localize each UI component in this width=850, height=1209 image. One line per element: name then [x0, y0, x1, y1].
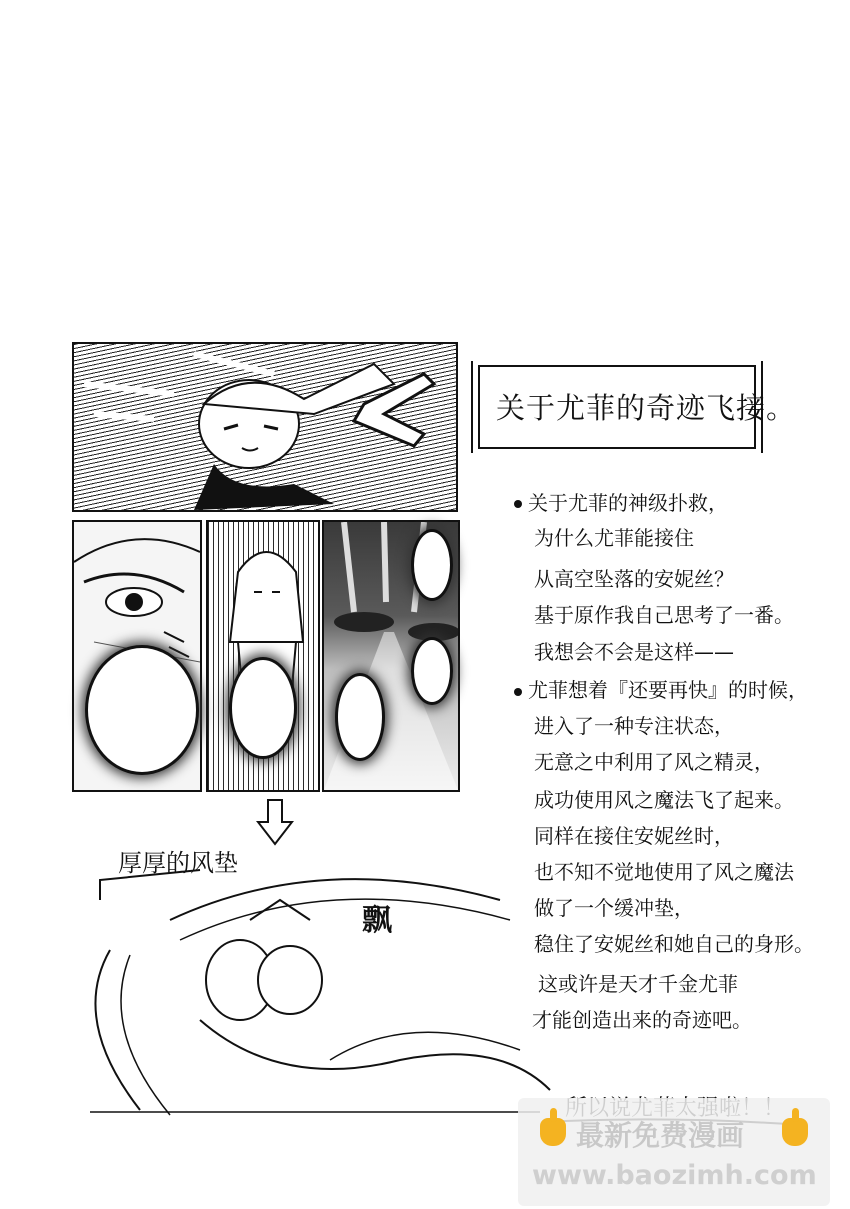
- note-line: 成功使用风之魔法飞了起来。: [534, 788, 794, 812]
- bullet-1: [514, 500, 522, 508]
- pointing-hand-icon: [782, 1118, 808, 1146]
- watermark-url[interactable]: www.baozimh.com: [532, 1160, 817, 1191]
- speech-bubble-3: [338, 676, 382, 758]
- pointing-hand-icon: [540, 1118, 566, 1146]
- page-title: 关于尤菲的奇迹飞接。: [496, 391, 797, 425]
- down-arrow-icon: [256, 798, 294, 846]
- sound-effect: 飘: [362, 903, 392, 938]
- note-line: 尤菲想着『还要再快』的时候，: [528, 678, 808, 702]
- watermark-title: 最新免费漫画: [576, 1119, 745, 1152]
- note-line: 进入了一种专注状态，: [534, 714, 734, 738]
- note-line: 为什么尤菲能接住: [534, 526, 694, 550]
- wind-cushion-label: 厚厚的风垫: [118, 849, 238, 877]
- bullet-2: [514, 688, 522, 696]
- speech-bubble-4: [414, 532, 450, 598]
- note-line: 我想会不会是这样——: [534, 640, 734, 664]
- note-line: 基于原作我自己思考了一番。: [534, 603, 794, 627]
- speech-bubble-2: [232, 660, 294, 756]
- speech-bubble-5: [414, 640, 450, 702]
- panel-flying-girl: [72, 342, 458, 512]
- note-line: 才能创造出来的奇迹吧。: [532, 1008, 752, 1032]
- note-line: 做了一个缓冲垫，: [534, 896, 694, 920]
- wind-cushion-sketch: [80, 860, 580, 1130]
- note-line: 同样在接住安妮丝时，: [534, 824, 734, 848]
- note-line: 从高空坠落的安妮丝？: [534, 567, 734, 591]
- note-line: 关于尤菲的神级扑救，: [528, 491, 728, 515]
- note-line: 无意之中利用了风之精灵，: [534, 750, 774, 774]
- flying-girl-art: [74, 344, 456, 510]
- note-line: 这或许是天才千金尤菲: [538, 972, 738, 996]
- note-line: 也不知不觉地使用了风之魔法: [534, 860, 794, 884]
- note-line: 稳住了安妮丝和她自己的身形。: [534, 932, 814, 956]
- speech-bubble-1: [88, 648, 196, 772]
